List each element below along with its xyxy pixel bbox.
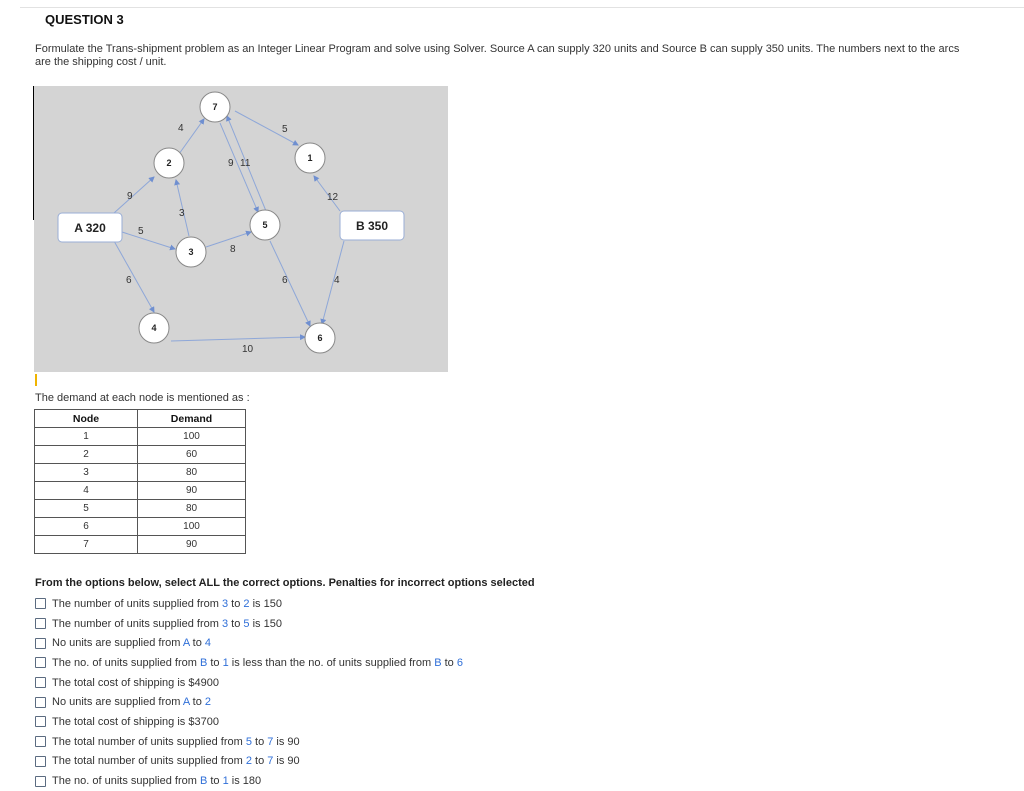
- edge-label-5-6: 6: [282, 275, 288, 286]
- arc-a-4: [114, 241, 154, 312]
- table-row: [35, 482, 246, 500]
- header-demand: Demand: [138, 410, 246, 428]
- edge-label-4-6: 10: [242, 344, 254, 355]
- node-2-label: 2: [166, 158, 172, 168]
- row-node: 6: [35, 518, 138, 536]
- edge-label-7-5: 9: [228, 158, 234, 169]
- source-a-label: A 320: [74, 221, 106, 235]
- table-row: [35, 464, 246, 482]
- edge-label-b-1: 12: [327, 192, 339, 203]
- option-item-1[interactable]: [35, 594, 463, 614]
- table-row: [35, 500, 246, 518]
- option-item-7[interactable]: [35, 712, 463, 732]
- row-demand: 90: [138, 482, 246, 500]
- row-demand: 80: [138, 500, 246, 518]
- network-svg: [34, 86, 448, 372]
- node-6-label: 6: [317, 333, 323, 343]
- node-3-label: 3: [188, 247, 194, 257]
- node-5-label: 5: [262, 220, 268, 230]
- row-node: 5: [35, 500, 138, 518]
- row-demand: 80: [138, 464, 246, 482]
- arc-4-6: [171, 337, 305, 341]
- option-label[interactable]: The total cost of shipping is $3700: [52, 715, 219, 728]
- checkbox[interactable]: [35, 697, 46, 708]
- arc-a-2: [114, 177, 154, 213]
- edge-label-a-4: 6: [126, 275, 132, 286]
- checkbox[interactable]: [35, 638, 46, 649]
- option-item-8[interactable]: [35, 732, 463, 752]
- options-list: [35, 594, 463, 791]
- demand-intro: The demand at each node is mentioned as :: [35, 392, 250, 404]
- option-item-2[interactable]: [35, 614, 463, 634]
- node-4-label: 4: [151, 323, 157, 333]
- option-label[interactable]: The no. of units supplied from B to 1 is 180: [52, 775, 262, 788]
- arc-7-5: [220, 123, 258, 212]
- checkbox[interactable]: [35, 618, 46, 629]
- row-node: 3: [35, 464, 138, 482]
- row-demand: 90: [138, 536, 246, 554]
- option-label[interactable]: No units are supplied from A to 4: [52, 637, 212, 650]
- edge-label-a-2: 9: [127, 191, 133, 202]
- text-cursor-marker: [35, 374, 37, 386]
- option-label[interactable]: The total number of units supplied from 2 to 7 is 90: [52, 755, 300, 768]
- option-item-9[interactable]: [35, 752, 463, 772]
- demand-table-header: [35, 410, 246, 428]
- checkbox[interactable]: [35, 756, 46, 767]
- edge-label-7-1: 5: [282, 124, 288, 135]
- arc-5-6: [270, 241, 310, 326]
- checkbox[interactable]: [35, 716, 46, 727]
- edge-label-5-7: 11: [240, 158, 251, 169]
- checkbox[interactable]: [35, 776, 46, 787]
- option-item-4[interactable]: [35, 653, 463, 673]
- row-node: 4: [35, 482, 138, 500]
- edge-label-2-7: 4: [178, 123, 184, 134]
- network-diagram: [34, 86, 448, 372]
- row-demand: 60: [138, 446, 246, 464]
- question-title: QUESTION 3: [45, 12, 124, 27]
- option-label[interactable]: No units are supplied from A to 2: [52, 696, 212, 709]
- table-row: [35, 518, 246, 536]
- row-node: 2: [35, 446, 138, 464]
- table-row: [35, 446, 246, 464]
- node-1-label: 1: [307, 153, 313, 163]
- edge-label-b-6: 4: [334, 275, 340, 286]
- checkbox[interactable]: [35, 657, 46, 668]
- option-label[interactable]: The total cost of shipping is $4900: [52, 676, 219, 689]
- top-divider: [20, 7, 1024, 8]
- demand-table: [34, 409, 246, 554]
- checkbox[interactable]: [35, 736, 46, 747]
- row-demand: 100: [138, 518, 246, 536]
- node-7-label: 7: [212, 102, 218, 112]
- option-label[interactable]: The no. of units supplied from B to 1 is less than the no. of units supplied from B to 6: [52, 656, 463, 669]
- question-prompt: Formulate the Trans-shipment problem as an Integer Linear Program and solve using Solver. Source A can supply 320 units and Source B can supply 350 units. The numbers next to the arcs are the shipping cost / unit.: [35, 43, 960, 68]
- header-node: Node: [35, 410, 138, 428]
- option-item-6[interactable]: [35, 692, 463, 712]
- option-label[interactable]: The number of units supplied from 3 to 5 is 150: [52, 617, 282, 630]
- option-item-5[interactable]: [35, 673, 463, 693]
- edge-label-a-3: 5: [138, 226, 144, 237]
- edge-label-3-5: 8: [230, 244, 236, 255]
- option-item-3[interactable]: [35, 633, 463, 653]
- edge-label-3-2: 3: [179, 208, 185, 219]
- row-demand: 100: [138, 428, 246, 446]
- options-instruction: From the options below, select ALL the correct options. Penalties for incorrect options selected: [35, 577, 535, 589]
- checkbox[interactable]: [35, 598, 46, 609]
- option-label[interactable]: The number of units supplied from 3 to 2 is 150: [52, 597, 282, 610]
- row-node: 7: [35, 536, 138, 554]
- source-b-label: B 350: [355, 219, 389, 233]
- table-row: [35, 536, 246, 554]
- row-node: 1: [35, 428, 138, 446]
- table-row: [35, 428, 246, 446]
- arc-3-5: [206, 232, 251, 247]
- option-label[interactable]: The total number of units supplied from 5 to 7 is 90: [52, 735, 300, 748]
- arc-7-1: [235, 111, 298, 145]
- arc-b-6: [322, 241, 344, 324]
- arc-a-3: [122, 232, 175, 249]
- checkbox[interactable]: [35, 677, 46, 688]
